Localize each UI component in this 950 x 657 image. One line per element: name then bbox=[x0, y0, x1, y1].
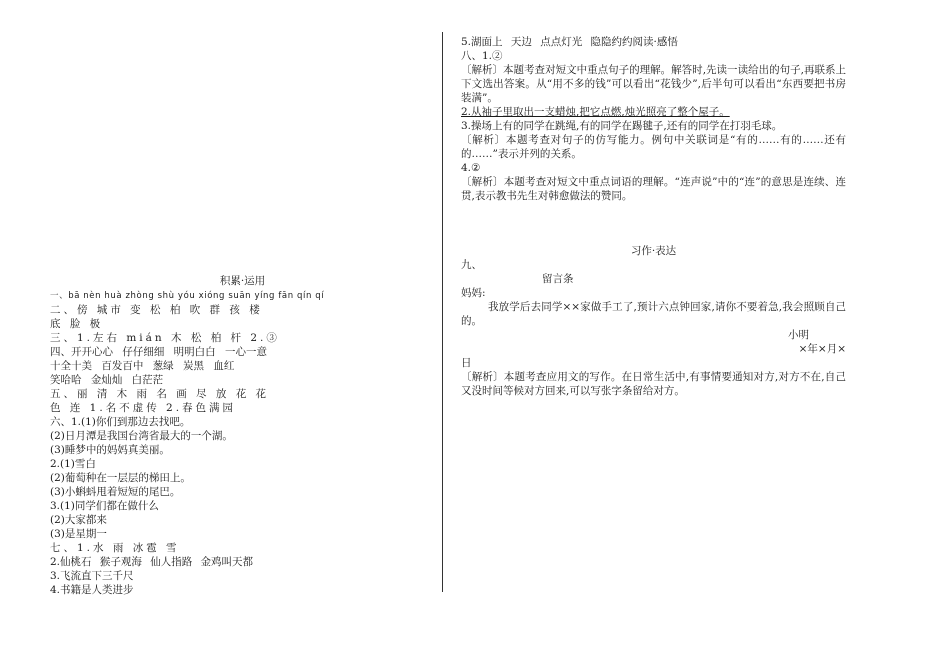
section-title-accumulation: 积累·运用 bbox=[219, 275, 266, 287]
answer-6-1-2: (2)日月潭是我国台湾省最大的一个湖。 bbox=[50, 430, 233, 442]
answer-5-line1: 五、丽 清 木 雨 名 画 尽 放 花 花 bbox=[50, 388, 270, 400]
answer-8-2-underlined: 2.从袖子里取出一支蜡烛,把它点燃,烛光照亮了整个屋子。 bbox=[461, 106, 730, 118]
note-body: 我放学后去同学××家做手工了,预计六点钟回家,请你不要着急,我会照顾自己的。 bbox=[461, 301, 846, 327]
analysis-9: 〔解析〕本题考查应用文的写作。在日常生活中,有事情要通知对方,对方不在,自己又没时间等候对方回来,可以写张字条留给对方。 bbox=[461, 371, 846, 397]
note-signature: 小明 bbox=[788, 329, 809, 341]
note-date-tail: 日 bbox=[461, 357, 472, 369]
note-title: 留言条 bbox=[542, 273, 574, 285]
answer-7-2: 2.仙桃石 猴子观海 仙人指路 金鸡叫天都 bbox=[50, 556, 254, 568]
answer-7-3: 3.飞流直下三千尺 bbox=[50, 570, 134, 582]
analysis-8-4: 〔解析〕本题考查对短文中重点词语的理解。“连声说”中的“连”的意思是连续、连贯,表示教书先生对韩愈做法的赞同。 bbox=[461, 176, 846, 202]
analysis-8-3: 〔解析〕本题考查对句子的仿写能力。例句中关联词是“有的……有的……还有的……”表示并列的关系。 bbox=[461, 134, 846, 160]
answer-8-1: 八、1.② bbox=[461, 50, 503, 62]
analysis-8-1: 〔解析〕本题考查对短文中重点句子的理解。解答时,先读一读给出的句子,再联系上下文选出答案。从“用不多的钱”可以看出“花钱少”,后半句可以看出“东西要把书房装满”。 bbox=[461, 64, 846, 104]
answer-7-5: 5.湖面上 天边 点点灯光 隐隐约约阅读·感悟 bbox=[461, 36, 678, 48]
answer-8-4: 4.② bbox=[461, 162, 481, 174]
answer-8-3: 3.操场上有的同学在跳绳,有的同学在踢毽子,还有的同学在打羽毛球。 bbox=[461, 120, 783, 132]
answer-6-1-3: (3)睡梦中的妈妈真美丽。 bbox=[50, 444, 170, 456]
answer-6-2-2: (2)葡萄种在一层层的梯田上。 bbox=[50, 472, 191, 484]
answer-6-3-1: 3.(1)同学们都在做什么 bbox=[50, 500, 159, 512]
answer-4-line3: 笑哈哈 金灿灿 白茫茫 bbox=[50, 374, 164, 386]
answer-6-3-3: (3)是星期一 bbox=[50, 528, 107, 540]
note-date: ×年×月× bbox=[798, 343, 846, 355]
answer-3: 三、1.左右 mián 木 松 柏 杆 2.③ bbox=[50, 332, 280, 344]
answer-4-line2: 十全十美 百发百中 葱绿 炭黑 血红 bbox=[50, 360, 235, 372]
answer-7-4: 4.书籍是人类进步 bbox=[50, 584, 134, 596]
answer-6-3-2: (2)大家都来 bbox=[50, 514, 107, 526]
answer-4-line1: 四、开开心心 仔仔细细 明明白白 一心一意 bbox=[50, 346, 268, 358]
answer-pinyin: 一、bā nèn huà zhòng shù yóu xióng suān yíng fān qín qí bbox=[50, 291, 325, 301]
answer-8-2 bbox=[461, 105, 730, 119]
answer-6-1-1: 六、1.(1)你们到那边去找吧。 bbox=[50, 416, 191, 428]
section-title-writing: 习作·表达 bbox=[630, 245, 677, 257]
answer-2-line1: 二、傍 城市 变 松 柏 吹 群 孩 楼 bbox=[50, 304, 263, 316]
answer-6-2-3: (3)小蝌蚪甩着短短的尾巴。 bbox=[50, 486, 181, 498]
note-salutation: 妈妈: bbox=[461, 287, 486, 299]
answer-6-2-1: 2.(1)雪白 bbox=[50, 458, 96, 470]
column-divider bbox=[442, 32, 443, 592]
answer-5-line2: 色 连 1.名不虚传 2.春色满园 bbox=[50, 402, 237, 414]
answer-7-1: 七、1.水 雨 冰雹 雪 bbox=[50, 542, 180, 554]
answer-2-line2: 底 脸 极 bbox=[50, 318, 104, 330]
question-9: 九、 bbox=[461, 259, 482, 271]
